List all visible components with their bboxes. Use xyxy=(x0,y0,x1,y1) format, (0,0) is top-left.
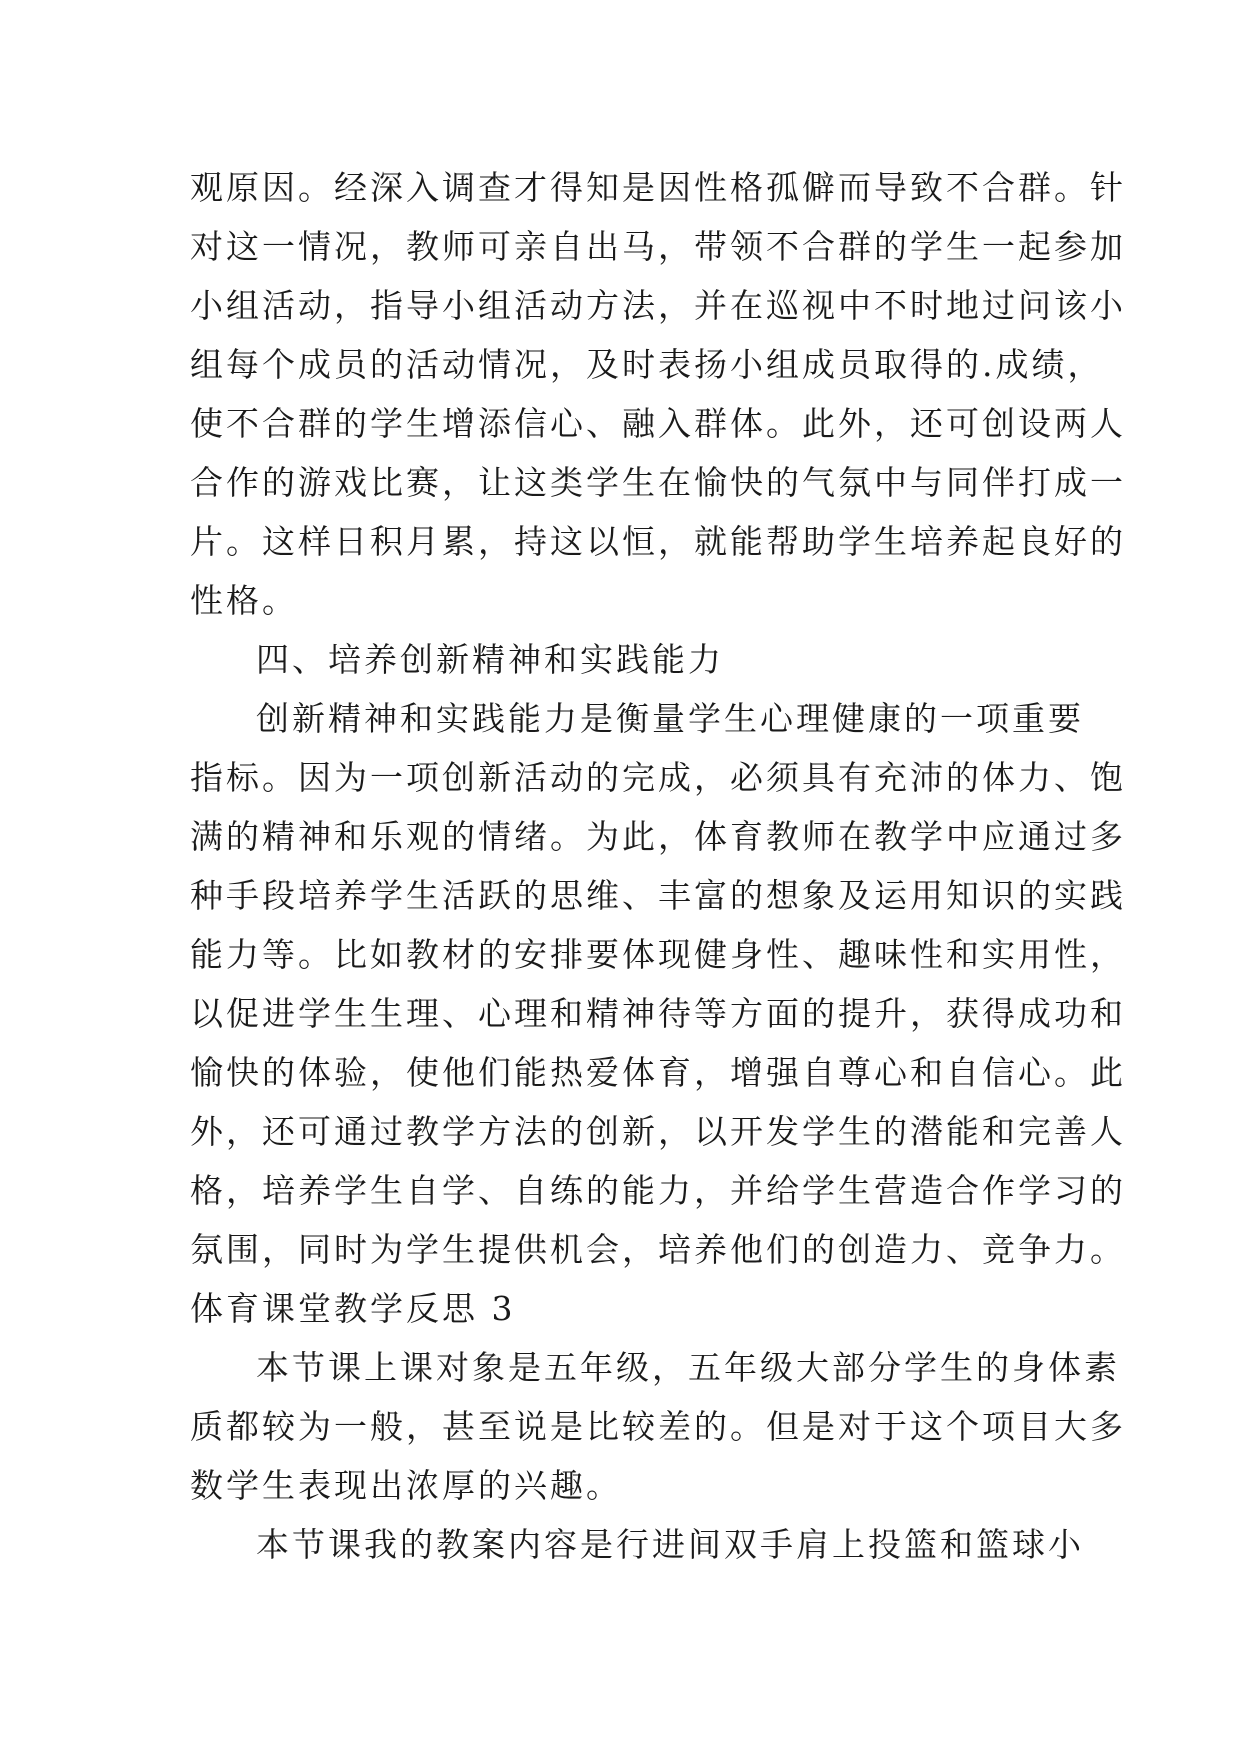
text-line: 指标。因为一项创新活动的完成，必须具有充沛的体力、饱 xyxy=(190,758,1126,797)
text-line: 愉快的体验，使他们能热爱体育，增强自尊心和自信心。此 xyxy=(190,1053,1126,1092)
document-body xyxy=(190,158,1126,1574)
text-line: 组每个成员的活动情况，及时表扬小组成员取得的.成绩， xyxy=(190,345,1104,384)
text-line: 能力等。比如教材的安排要体现健身性、趣味性和实用性， xyxy=(190,935,1126,974)
article-title: 体育课堂教学反思 3 xyxy=(190,1289,516,1328)
text-line: 种手段培养学生活跃的思维、丰富的想象及运用知识的实践 xyxy=(190,876,1126,915)
text-line: 创新精神和实践能力是衡量学生心理健康的一项重要 xyxy=(256,699,1084,738)
text-line: 质都较为一般，甚至说是比较差的。但是对于这个项目大多 xyxy=(190,1407,1126,1446)
text-line: 使不合群的学生增添信心、融入群体。此外，还可创设两人 xyxy=(190,404,1126,443)
text-line: 对这一情况，教师可亲自出马，带领不合群的学生一起参加 xyxy=(190,227,1126,266)
text-line: 氛围，同时为学生提供机会，培养他们的创造力、竞争力。 xyxy=(190,1230,1126,1269)
text-line: 合作的游戏比赛，让这类学生在愉快的气氛中与同伴打成一 xyxy=(190,463,1126,502)
text-line: 观原因。经深入调查才得知是因性格孤僻而导致不合群。针 xyxy=(190,168,1126,207)
text-line: 外，还可通过教学方法的创新，以开发学生的潜能和完善人 xyxy=(190,1112,1126,1151)
text-line: 格，培养学生自学、自练的能力，并给学生营造合作学习的 xyxy=(190,1171,1126,1210)
text-line: 片。这样日积月累，持这以恒，就能帮助学生培养起良好的 xyxy=(190,522,1126,561)
text-line: 性格。 xyxy=(190,581,298,620)
text-line: 本节课上课对象是五年级，五年级大部分学生的身体素 xyxy=(256,1348,1120,1387)
text-line: 小组活动，指导小组活动方法，并在巡视中不时地过问该小 xyxy=(190,286,1126,325)
text-line: 以促进学生生理、心理和精神待等方面的提升，获得成功和 xyxy=(190,994,1126,1033)
text-line: 数学生表现出浓厚的兴趣。 xyxy=(190,1466,622,1505)
text-line: 本节课我的教案内容是行进间双手肩上投篮和篮球小 xyxy=(256,1525,1084,1564)
section-heading: 四、培养创新精神和实践能力 xyxy=(256,640,724,679)
text-line: 满的精神和乐观的情绪。为此，体育教师在教学中应通过多 xyxy=(190,817,1126,856)
